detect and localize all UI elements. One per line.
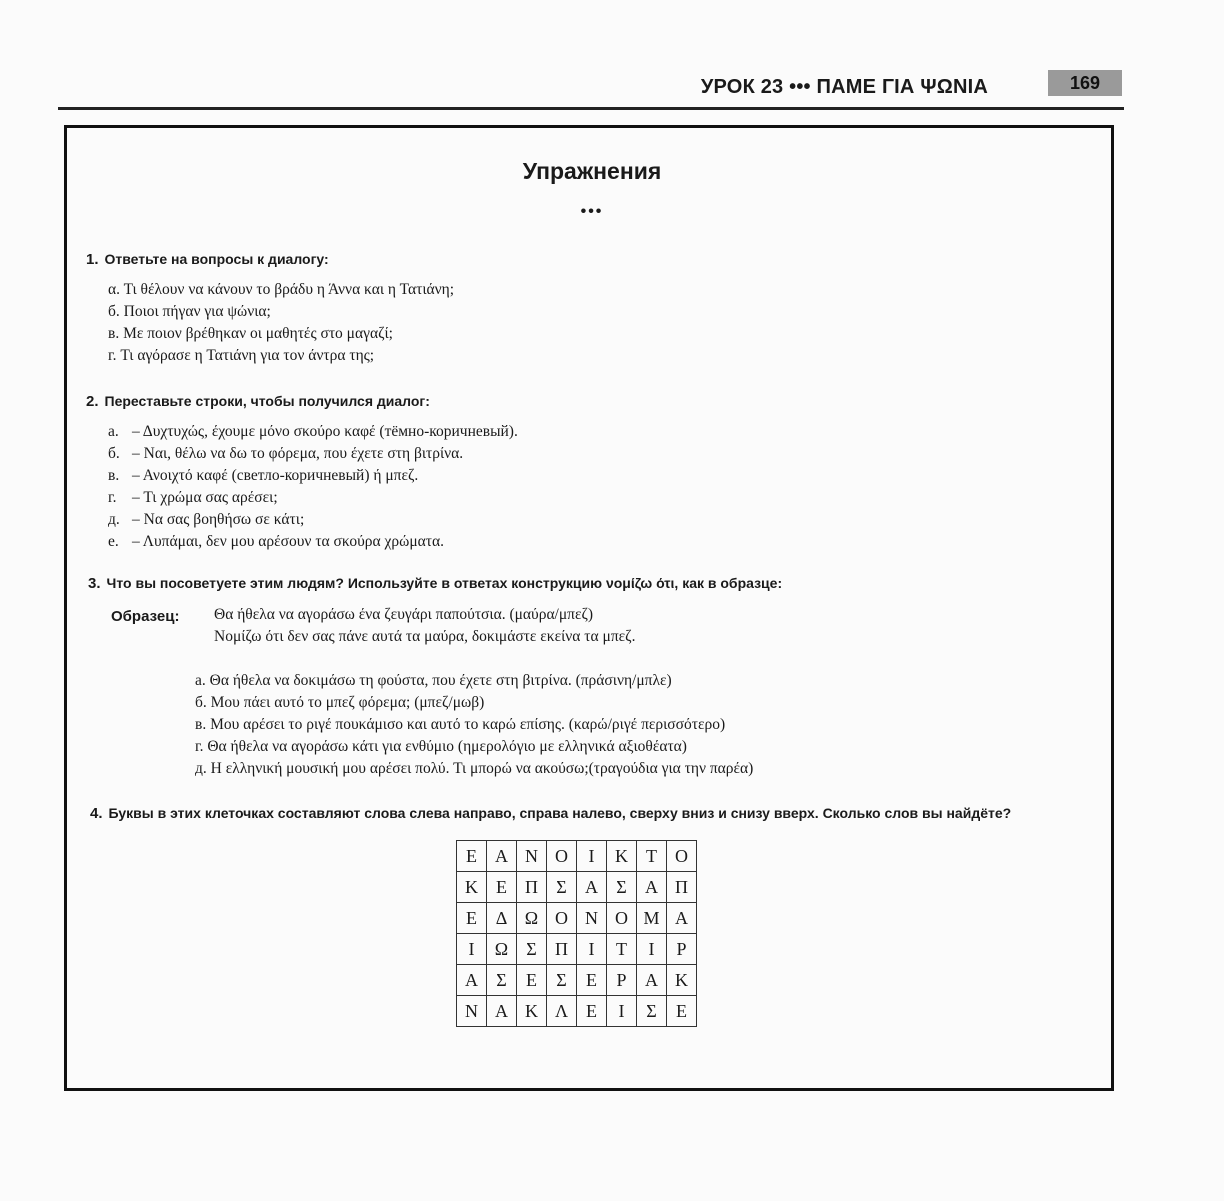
grid-cell: Σ (607, 872, 637, 903)
grid-cell: Α (637, 872, 667, 903)
grid-cell: Κ (457, 872, 487, 903)
exercise-instruction: Ответьте на вопросы к диалогу: (104, 251, 329, 267)
grid-cell: Τ (607, 934, 637, 965)
grid-cell: Ν (457, 996, 487, 1027)
page-header (58, 70, 1124, 106)
exercise-1-item: в. Με ποιον βρέθηκαν οι μαθητές στο μαγαζί; (108, 325, 393, 342)
grid-cell: Μ (637, 903, 667, 934)
grid-cell: Ρ (607, 965, 637, 996)
exercise-1-item: α. Τι θέλουν να κάνουν το βράδυ η Άννα και η Τατιάνη; (108, 281, 455, 298)
grid-cell: Ο (607, 903, 637, 934)
dialog-letter: е. (108, 533, 119, 550)
exercise-1-item: б. Ποιοι πήγαν για ψώνια; (108, 303, 271, 320)
grid-cell: Ο (667, 841, 697, 872)
exercise-3-item: г. Θα ήθελα να αγοράσω κάτι για ενθύμιο (ημερολόγιο με ελληνικά αξιοθέατα) (195, 738, 687, 755)
grid-row (457, 965, 697, 996)
page-number: 169 (1048, 70, 1122, 96)
grid-cell: Σ (487, 965, 517, 996)
word-search-grid (456, 840, 697, 1027)
exercise-instruction: Что вы посоветуете этим людям? Используйте в ответах конструкцию νομίζω ότι, как в образце: (106, 575, 783, 591)
grid-cell: Ε (667, 996, 697, 1027)
exercise-3-heading (88, 575, 782, 592)
running-head (701, 76, 988, 99)
grid-cell: Α (487, 996, 517, 1027)
grid-cell: Σ (547, 965, 577, 996)
header-separator: ••• (789, 76, 811, 98)
grid-cell: Α (637, 965, 667, 996)
grid-cell: Ε (487, 872, 517, 903)
grid-cell: Ν (517, 841, 547, 872)
grid-cell: Κ (517, 996, 547, 1027)
grid-cell: Σ (517, 934, 547, 965)
exercise-number: 4. (90, 805, 103, 822)
dialog-text: – Ναι, θέλω να δω το φόρεμα, που έχετε στη βιτρίνα. (132, 445, 464, 462)
grid-row (457, 841, 697, 872)
exercise-instruction: Буквы в этих клеточках составляют слова слева направо, справа налево, сверху вниз и снизу вверх. Сколько слов вы найдёте? (108, 805, 1012, 821)
grid-cell: Α (667, 903, 697, 934)
page-title: Упражнения (522, 158, 662, 184)
dialog-letter: а. (108, 423, 119, 440)
grid-cell: Τ (637, 841, 667, 872)
grid-cell: Κ (667, 965, 697, 996)
header-rule (58, 107, 1124, 110)
grid-cell: Π (667, 872, 697, 903)
grid-cell: Ε (577, 996, 607, 1027)
sample-label: Образец: (111, 608, 180, 625)
grid-cell: Α (457, 965, 487, 996)
grid-cell: Ο (547, 903, 577, 934)
dialog-text: – Λυπάμαι, δεν μου αρέσουν τα σκούρα χρώματα. (132, 533, 444, 550)
dialog-line (108, 533, 444, 551)
sample-line: Θα ήθελα να αγοράσω ένα ζευγάρι παπούτσια. (μαύρα/μπεζ) (214, 606, 594, 623)
exercise-3-item: в. Μου αρέσει το ριγέ πουκάμισο και αυτό το καρώ επίσης. (καρώ/ριγέ περισσότερο) (195, 716, 726, 733)
grid-cell: Ι (607, 996, 637, 1027)
grid-cell: Ο (547, 841, 577, 872)
grid-cell: Λ (547, 996, 577, 1027)
grid-row (457, 872, 697, 903)
exercise-1-heading (86, 251, 329, 268)
grid-cell: Α (577, 872, 607, 903)
grid-cell: Ε (457, 841, 487, 872)
dialog-letter: в. (108, 467, 120, 484)
grid-cell: Ι (637, 934, 667, 965)
exercise-2-heading (86, 393, 430, 410)
exercise-3-item: а. Θα ήθελα να δοκιμάσω τη φούστα, που έχετε στη βιτρίνα. (πράσινη/μπλε) (195, 672, 672, 689)
grid-cell: Π (517, 872, 547, 903)
grid-cell: Ι (457, 934, 487, 965)
lesson-topic: ΠΑΜΕ ΓΙΑ ΨΩΝΙΑ (816, 76, 988, 98)
grid-row (457, 903, 697, 934)
dialog-line (108, 489, 278, 507)
dialog-line (108, 423, 518, 441)
exercise-number: 1. (86, 251, 99, 268)
grid-cell: Σ (637, 996, 667, 1027)
exercise-number: 2. (86, 393, 99, 410)
grid-cell: Ε (457, 903, 487, 934)
dialog-letter: б. (108, 445, 120, 462)
exercise-instruction: Переставьте строки, чтобы получился диалог: (104, 393, 430, 409)
grid-cell: Ε (517, 965, 547, 996)
exercise-3-item: д. Η ελληνική μουσική μου αρέσει πολύ. Τι μπορώ να ακούσω;(τραγούδια για την παρέα) (195, 760, 754, 777)
grid-cell: Δ (487, 903, 517, 934)
grid-cell: Ε (577, 965, 607, 996)
title-dots: ••• (580, 203, 604, 220)
grid-cell: Ι (577, 934, 607, 965)
dialog-text: – Δυχτυχώς, έχουμε μόνο σκούρο καφέ (тёмно-коричневый). (132, 423, 518, 440)
grid-cell: Σ (547, 872, 577, 903)
dialog-text: – Να σας βοηθήσω σε κάτι; (132, 511, 305, 528)
grid-cell: Ρ (667, 934, 697, 965)
dialog-text: – Τι χρώμα σας αρέσει; (132, 489, 278, 506)
dialog-line (108, 445, 463, 463)
grid-cell: Α (487, 841, 517, 872)
exercise-3-item: б. Μου πάει αυτό το μπεζ φόρεμα; (μπεζ/μωβ) (195, 694, 485, 711)
grid-row (457, 934, 697, 965)
dialog-line (108, 467, 418, 485)
dialog-letter: г. (108, 489, 117, 506)
dialog-letter: д. (108, 511, 120, 528)
exercise-1-item: г. Τι αγόρασε η Τατιάνη για τον άντρα της; (108, 347, 375, 364)
sample-line: Νομίζω ότι δεν σας πάνε αυτά τα μαύρα, δοκιμάστε εκείνα τα μπεζ. (214, 628, 636, 645)
grid-cell: Κ (607, 841, 637, 872)
exercise-4-heading (90, 805, 1011, 822)
lesson-label: УРОК 23 (700, 76, 784, 98)
dialog-line (108, 511, 304, 529)
grid-cell: Ι (577, 841, 607, 872)
exercise-number: 3. (88, 575, 101, 592)
grid-cell: Ω (517, 903, 547, 934)
grid-row (457, 996, 697, 1027)
grid-cell: Π (547, 934, 577, 965)
grid-cell: Ν (577, 903, 607, 934)
grid-cell: Ω (487, 934, 517, 965)
dialog-text: – Ανοιχτό καφέ (светло-коричневый) ή μπεζ. (132, 467, 419, 484)
